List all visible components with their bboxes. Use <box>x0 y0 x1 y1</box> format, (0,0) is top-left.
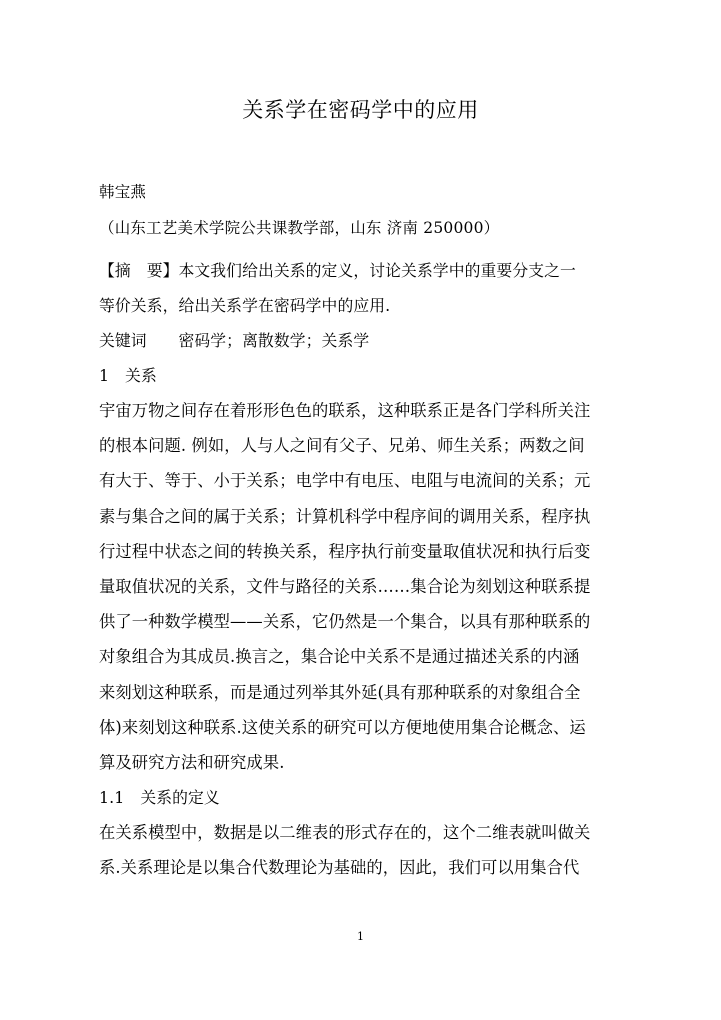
body-line: 算及研究方法和研究成果. <box>99 753 285 773</box>
section-1-body <box>99 393 622 780</box>
body-line: 量取值状况的关系，文件与路径的关系……集合论为刻划这种联系提 <box>99 577 591 597</box>
body-line: 宇宙万物之间存在着形形色色的联系，这种联系正是各门学科所关注 <box>99 401 591 420</box>
body-line: 在关系模型中，数据是以二维表的形式存在的，这个二维表就叫做关 <box>99 823 591 843</box>
body-line: 来刻划这种联系，而是通过列举其外延(具有那种联系的对象组合全 <box>99 682 581 702</box>
abstract-line-1: 【摘 要】本文我们给出关系的定义，讨论关系学中的重要分支之一 <box>99 261 576 280</box>
author-affiliation: （山东工艺美术学院公共课教学部，山东 济南 250000） <box>99 219 500 237</box>
page-title: 关系学在密码学中的应用 <box>242 98 479 122</box>
body-line: 对象组合为其成员.换言之，集合论中关系不是通过描述关系的内涵 <box>99 647 580 667</box>
section-1-1-body <box>99 815 622 885</box>
body-line: 体)来刻划这种联系.这使关系的研究可以方便地使用集合论概念、运 <box>99 717 586 737</box>
page-content <box>99 0 622 886</box>
author-name: 韩宝燕 <box>99 183 147 201</box>
body-line: 的根本问题. 例如，人与人之间有父子、兄弟、师生关系；两数之间 <box>99 436 585 456</box>
section-heading-1: 1 关系 <box>99 366 157 385</box>
body-line: 供了一种数学模型——关系，它仍然是一个集合，以具有那种联系的 <box>99 612 591 632</box>
body-line: 行过程中状态之间的转换关系，程序执行前变量取值状况和执行后变 <box>99 541 591 561</box>
section-heading-1-1: 1.1 关系的定义 <box>99 788 220 808</box>
body-line: 有大于、等于、小于关系；电学中有电压、电阻与电流间的关系；元 <box>99 471 591 491</box>
body-line: 系.关系理论是以集合代数理论为基础的，因此，我们可以用集合代 <box>99 858 580 878</box>
abstract-line-2: 等价关系，给出关系学在密码学中的应用. <box>99 296 391 315</box>
keywords-line: 关键词 密码学；离散数学；关系学 <box>99 331 370 350</box>
abstract-block <box>99 253 622 323</box>
page-number: 1 <box>357 930 364 943</box>
body-line: 素与集合之间的属于关系；计算机科学中程序间的调用关系，程序执 <box>99 506 591 526</box>
